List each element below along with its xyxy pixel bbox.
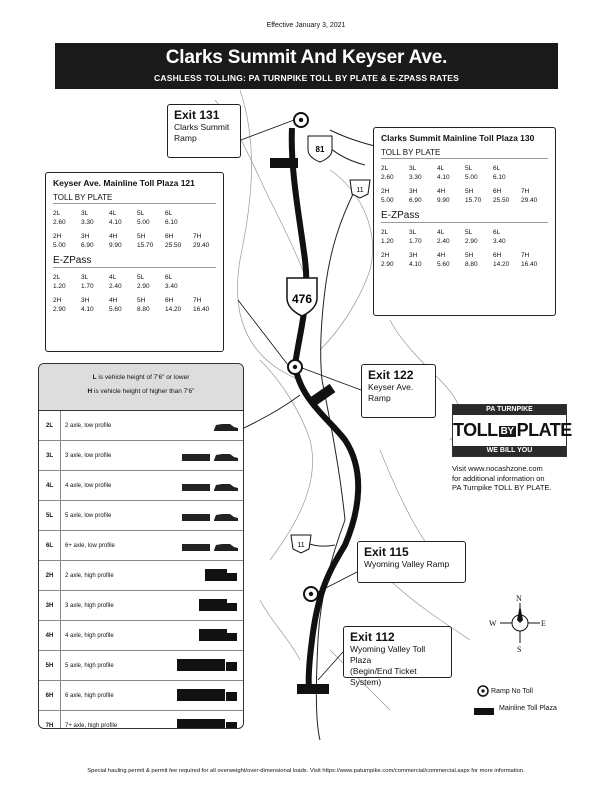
rate-cell: 2L xyxy=(381,165,389,172)
exit-line: Ramp xyxy=(174,133,197,143)
rate-cell: 29.40 xyxy=(193,242,210,249)
rate-cell: 5L xyxy=(465,229,473,236)
rate-cell: 6.90 xyxy=(409,197,422,204)
rate-cell: 2L xyxy=(53,210,61,217)
rate-cell: 4L xyxy=(109,210,117,217)
vehicle-class-code: 7H xyxy=(39,711,61,729)
exit-122-callout xyxy=(361,364,436,418)
rate-cell: 6H xyxy=(165,233,174,240)
svg-text:11: 11 xyxy=(297,542,305,549)
rate-cell: 6L xyxy=(493,165,501,172)
vehicle-class-desc: 7+ axle, high profile xyxy=(65,723,118,729)
rate-cell: 3H xyxy=(409,188,418,195)
rate-cell: 5.00 xyxy=(53,242,66,249)
rate-cell: 1.70 xyxy=(81,283,94,290)
vehicle-icon xyxy=(180,476,240,496)
vehicle-class-row xyxy=(39,531,243,561)
ezpass-heading: E-ZPass xyxy=(53,255,216,268)
visit-info: Visit www.nocashzone.com for additional information on PA Turnpike TOLL BY PLATE. xyxy=(452,464,552,492)
rate-cell xyxy=(521,173,549,182)
vehicle-class-code: 6H xyxy=(39,681,61,710)
vehicle-icon xyxy=(180,506,240,526)
vehicle-class-rows xyxy=(39,411,243,729)
vehicle-class-desc: 4 axle, low profile xyxy=(65,482,112,489)
vehicle-class-code: 6L xyxy=(39,531,61,560)
rate-cell: 5.60 xyxy=(109,306,122,313)
rate-cell: 4.10 xyxy=(109,219,122,226)
rate-cell: 2H xyxy=(381,188,390,195)
vehicle-class-desc: 2 axle, high profile xyxy=(65,572,114,579)
vehicle-icon xyxy=(175,656,240,676)
rate-cell: 4.10 xyxy=(409,261,422,268)
vehicle-class-row xyxy=(39,411,243,441)
rate-cell xyxy=(193,209,221,218)
rate-cell: 6L xyxy=(165,274,173,281)
rate-cell: 3L xyxy=(409,165,417,172)
rate-cell: 2.60 xyxy=(381,174,394,181)
vehicle-icon xyxy=(180,416,240,436)
rate-cell: 4.10 xyxy=(437,174,450,181)
vehicle-class-code: 2L xyxy=(39,411,61,440)
rate-cell: 6H xyxy=(493,188,502,195)
rate-cell: 4.10 xyxy=(81,306,94,313)
vehicle-class-code: 5H xyxy=(39,651,61,680)
rate-cell: 5H xyxy=(465,188,474,195)
compass-e: E xyxy=(541,619,546,628)
rate-cell: 1.70 xyxy=(409,238,422,245)
rate-cell: 9.90 xyxy=(437,197,450,204)
vehicle-icon xyxy=(175,626,240,646)
vehicle-class-row xyxy=(39,591,243,621)
rate-cell: 3H xyxy=(81,297,90,304)
svg-text:476: 476 xyxy=(291,292,313,306)
rate-grid xyxy=(53,273,216,291)
rate-cell: 5.00 xyxy=(137,219,150,226)
rate-cell xyxy=(193,218,221,227)
vehicle-class-code: 5L xyxy=(39,501,61,530)
rate-cell: 6H xyxy=(493,252,502,259)
vehicle-class-row xyxy=(39,711,243,729)
footer-note: Special hauling permit & permit fee required for all overweight/over-dimensional loads. Visit https://www.paturnpike.com/commercial/commercial.aspx for more information. xyxy=(87,768,525,774)
svg-text:11: 11 xyxy=(356,187,364,194)
rate-cell: 7H xyxy=(193,297,202,304)
vehicle-class-row xyxy=(39,561,243,591)
rate-cell: 3L xyxy=(81,210,89,217)
plaza-title: Clarks Summit Mainline Toll Plaza 130 xyxy=(381,133,535,143)
rate-cell: 6.10 xyxy=(165,219,178,226)
toll-by-plate-heading: TOLL BY PLATE xyxy=(53,193,216,204)
compass-n: N xyxy=(516,594,522,603)
rate-cell xyxy=(521,228,549,237)
rate-cell: 5L xyxy=(465,165,473,172)
rate-cell: 8.80 xyxy=(137,306,150,313)
vehicle-class-desc: 6 axle, high profile xyxy=(65,692,114,699)
vehicle-class-desc: 3 axle, low profile xyxy=(65,452,112,459)
exit-131-callout xyxy=(167,104,241,158)
rate-cell: 2.40 xyxy=(437,238,450,245)
rate-cell: 29.40 xyxy=(521,197,538,204)
vehicle-class-row xyxy=(39,621,243,651)
vehicle-class-code: 4H xyxy=(39,621,61,650)
rate-cell: 6L xyxy=(165,210,173,217)
key-plaza: Mainline Toll Plaza xyxy=(499,704,557,712)
rate-cell: 2.90 xyxy=(465,238,478,245)
rate-cell: 3L xyxy=(409,229,417,236)
exit-line: Wyoming Valley Ramp xyxy=(364,559,450,569)
rate-cell: 2.90 xyxy=(53,306,66,313)
exit-line: Wyoming Valley Toll Plaza xyxy=(350,644,426,665)
rate-cell: 15.70 xyxy=(465,197,482,204)
rate-cell: 14.20 xyxy=(165,306,182,313)
vehicle-class-desc: 3 axle, high profile xyxy=(65,602,114,609)
vehicle-class-row xyxy=(39,441,243,471)
exit-112-callout xyxy=(343,626,452,687)
key-ramp: Ramp No Toll xyxy=(491,687,533,695)
rate-cell: 1.20 xyxy=(381,238,394,245)
vehicle-icon xyxy=(175,716,240,729)
rate-cell: 3.40 xyxy=(493,238,506,245)
rate-cell: 2.40 xyxy=(109,283,122,290)
rate-cell xyxy=(521,164,549,173)
exit-title: Exit 115 xyxy=(364,545,409,559)
rate-cell: 2H xyxy=(53,297,62,304)
exit-line: Clarks Summit xyxy=(174,122,230,132)
rate-cell: 8.80 xyxy=(465,261,478,268)
rate-grid xyxy=(53,209,216,227)
vehicle-class-row xyxy=(39,681,243,711)
turnpike-476 xyxy=(292,128,358,690)
rate-cell: 6.10 xyxy=(493,174,506,181)
rate-grid xyxy=(381,187,548,205)
rate-cell: 14.20 xyxy=(493,261,510,268)
rate-cell: 25.50 xyxy=(165,242,182,249)
vehicle-class-code: 4L xyxy=(39,471,61,500)
exit-title: Exit 112 xyxy=(350,630,395,644)
rate-cell: 5.00 xyxy=(381,197,394,204)
rate-cell: 15.70 xyxy=(137,242,154,249)
plaza-121-rates xyxy=(45,172,224,352)
vehicle-class-code: 3L xyxy=(39,441,61,470)
rate-cell: 3.30 xyxy=(81,219,94,226)
rate-cell: 2.60 xyxy=(53,219,66,226)
rate-cell: 5H xyxy=(137,297,146,304)
compass-s: S xyxy=(517,645,522,654)
rate-cell: 7H xyxy=(521,252,530,259)
vehicle-class-desc: 2 axle, low profile xyxy=(65,422,112,429)
vehicle-class-desc: 5 axle, high profile xyxy=(65,662,114,669)
rate-cell: 5H xyxy=(137,233,146,240)
rate-cell: 5H xyxy=(465,252,474,259)
rate-cell: 5L xyxy=(137,274,145,281)
rate-cell: 3H xyxy=(81,233,90,240)
vehicle-class-desc: 5 axle, low profile xyxy=(65,512,112,519)
vehicle-class-row xyxy=(39,651,243,681)
toll-by-plate-heading: TOLL BY PLATE xyxy=(381,148,548,159)
rate-grid xyxy=(53,232,216,250)
vehicle-class-row xyxy=(39,471,243,501)
vehicle-icon xyxy=(180,446,240,466)
svg-text:81: 81 xyxy=(315,145,325,154)
exit-title: Exit 122 xyxy=(368,368,414,382)
rate-cell: 2H xyxy=(53,233,62,240)
exit-line: Keyser Ave. xyxy=(368,382,414,392)
vehicle-icon xyxy=(180,536,240,556)
toll-by-plate-logo: PA TURNPIKE TOLL BY PLATE WE BILL YOU xyxy=(452,404,567,457)
rate-cell: 5.60 xyxy=(437,261,450,268)
vehicle-icon xyxy=(175,596,240,616)
rate-cell: 2.90 xyxy=(137,283,150,290)
compass-rose xyxy=(500,603,540,643)
rate-cell: 3L xyxy=(81,274,89,281)
vehicle-class-code: 3H xyxy=(39,591,61,620)
rate-cell: 3.40 xyxy=(165,283,178,290)
rate-cell: 16.40 xyxy=(193,306,210,313)
rate-cell: 3H xyxy=(409,252,418,259)
exit-line: Ramp xyxy=(368,393,391,403)
rate-cell xyxy=(193,282,221,291)
rate-cell: 3.30 xyxy=(409,174,422,181)
exit-line: (Begin/End Ticket System) xyxy=(350,666,417,687)
vehicle-class-header: L is vehicle height of 7'6" or lower H is vehicle height of higher than 7'6" xyxy=(39,364,243,411)
vehicle-class-row xyxy=(39,501,243,531)
rate-cell: 2L xyxy=(381,229,389,236)
ezpass-heading: E-ZPass xyxy=(381,210,548,223)
map-key xyxy=(465,675,578,729)
vehicle-class-table xyxy=(38,363,244,729)
rate-cell: 4H xyxy=(109,233,118,240)
page-subtitle: CASHLESS TOLLING: PA TURNPIKE TOLL BY PLATE & E-ZPASS RATES xyxy=(154,73,459,83)
rate-cell: 7H xyxy=(521,188,530,195)
rate-cell: 4H xyxy=(437,188,446,195)
rate-cell: 6H xyxy=(165,297,174,304)
plaza-title: Keyser Ave. Mainline Toll Plaza 121 xyxy=(53,178,195,188)
rate-grid xyxy=(381,228,548,246)
rate-cell: 6L xyxy=(493,229,501,236)
rate-cell: 4H xyxy=(437,252,446,259)
rate-cell: 4L xyxy=(437,165,445,172)
plaza-130-rates xyxy=(373,127,556,316)
vehicle-icon xyxy=(175,566,240,586)
rate-cell: 5L xyxy=(137,210,145,217)
rate-cell: 16.40 xyxy=(521,261,538,268)
vehicle-icon xyxy=(175,686,240,706)
rate-cell: 9.90 xyxy=(109,242,122,249)
rate-cell xyxy=(521,237,549,246)
rate-cell: 2L xyxy=(53,274,61,281)
rate-grid xyxy=(381,164,548,182)
rate-cell: 5.00 xyxy=(465,174,478,181)
rate-cell: 2H xyxy=(381,252,390,259)
rate-cell: 6.90 xyxy=(81,242,94,249)
exit-title: Exit 131 xyxy=(174,108,220,122)
exit-115-callout xyxy=(357,541,466,583)
rate-grid xyxy=(381,251,548,269)
compass-w: W xyxy=(489,619,497,628)
vehicle-class-desc: 4 axle, high profile xyxy=(65,632,114,639)
rate-cell: 25.50 xyxy=(493,197,510,204)
page-title: Clarks Summit And Keyser Ave. xyxy=(165,47,448,68)
rate-cell: 2.90 xyxy=(381,261,394,268)
rate-cell: 4H xyxy=(109,297,118,304)
vehicle-class-desc: 6+ axle, low profile xyxy=(65,542,115,549)
rate-cell: 4L xyxy=(109,274,117,281)
rate-cell: 7H xyxy=(193,233,202,240)
rate-cell: 4L xyxy=(437,229,445,236)
vehicle-class-code: 2H xyxy=(39,561,61,590)
rate-grid xyxy=(53,296,216,314)
rate-cell xyxy=(193,273,221,282)
effective-date: Effective January 3, 2021 xyxy=(266,22,346,29)
rate-cell: 1.20 xyxy=(53,283,66,290)
